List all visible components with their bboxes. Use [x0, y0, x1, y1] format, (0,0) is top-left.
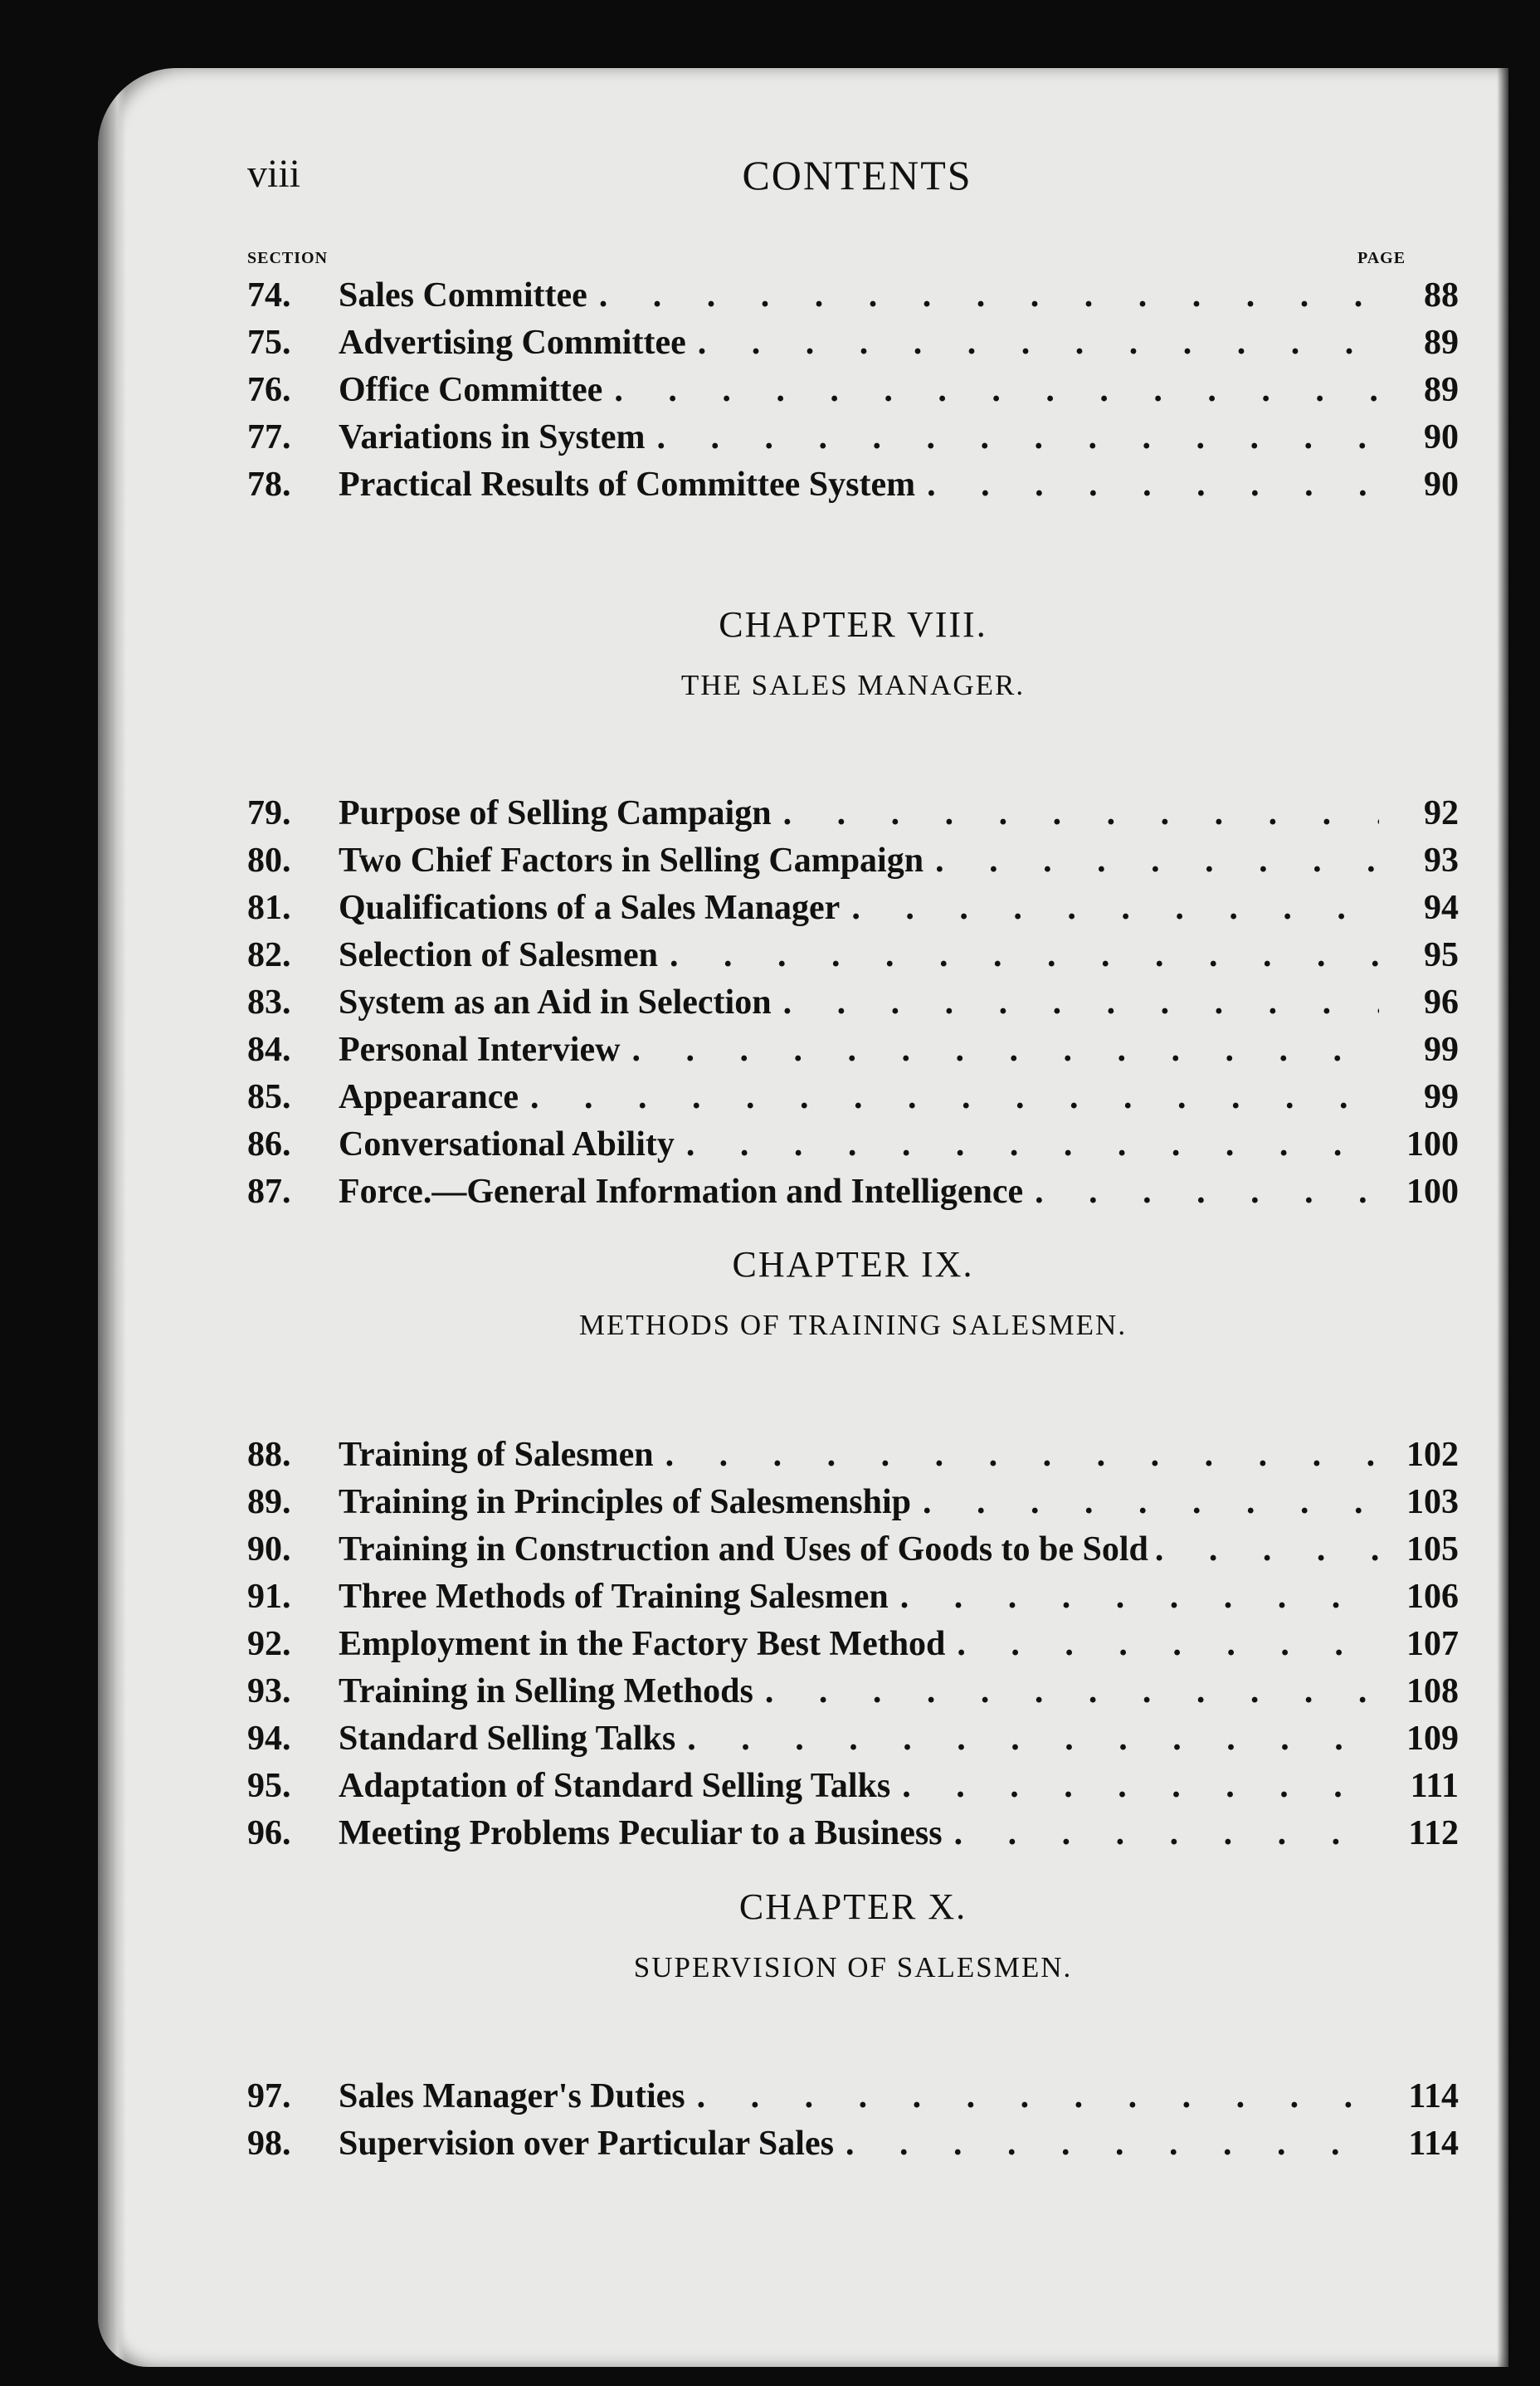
toc-list-continued — [247, 276, 1459, 512]
section-number: 77. — [247, 418, 291, 456]
page-ref: 90 — [1424, 418, 1459, 456]
toc-entry — [247, 935, 1459, 983]
chapter-heading — [247, 603, 1459, 702]
page-ref: 109 — [1406, 1720, 1459, 1758]
section-number: 84. — [247, 1031, 291, 1069]
toc-entry — [247, 1435, 1459, 1482]
chapter-heading — [247, 1886, 1459, 1984]
chapter-subtitle: THE SALES MANAGER. — [680, 669, 1026, 701]
toc-entry — [247, 2076, 1459, 2124]
section-number: 97. — [247, 2077, 291, 2115]
toc-entry — [247, 323, 1459, 370]
dot-leader — [670, 935, 1379, 975]
toc-entry — [247, 793, 1459, 841]
section-number: 80. — [247, 842, 291, 880]
toc-entry — [247, 1030, 1459, 1077]
toc-entry — [247, 417, 1459, 465]
section-title: Two Chief Factors in Selling Campaign — [339, 842, 924, 880]
toc-entry — [247, 1077, 1459, 1125]
dot-leader — [686, 1125, 1379, 1164]
section-number: 89. — [247, 1483, 291, 1521]
section-number: 87. — [247, 1173, 291, 1211]
section-number: 75. — [247, 324, 291, 362]
section-number: 93. — [247, 1672, 291, 1710]
section-number: 81. — [247, 889, 291, 927]
dot-leader — [687, 1719, 1379, 1759]
dot-leader — [530, 1077, 1379, 1117]
section-number: 88. — [247, 1436, 291, 1474]
toc-entry — [247, 1172, 1459, 1219]
section-number: 74. — [247, 276, 291, 315]
section-title: Sales Committee — [339, 276, 587, 315]
section-title: Purpose of Selling Campaign — [339, 794, 772, 832]
toc-list-chapter-8 — [247, 793, 1459, 1219]
section-title: Adaptation of Standard Selling Talks — [339, 1767, 891, 1805]
toc-entry — [247, 370, 1459, 417]
section-number: 82. — [247, 936, 291, 974]
section-number: 92. — [247, 1625, 291, 1663]
page-ref: 88 — [1424, 276, 1459, 315]
page-ref: 96 — [1424, 983, 1459, 1022]
section-title: Force.—General Information and Intelligence — [339, 1173, 1024, 1211]
toc-entry — [247, 841, 1459, 888]
section-number: 98. — [247, 2125, 291, 2163]
page-ref: 99 — [1424, 1031, 1459, 1069]
page-ref: 114 — [1408, 2125, 1459, 2163]
section-title: System as an Aid in Selection — [339, 983, 772, 1022]
section-number: 76. — [247, 371, 291, 409]
toc-entry — [247, 1766, 1459, 1813]
section-title: Training of Salesmen — [339, 1436, 654, 1474]
toc-entry — [247, 1813, 1459, 1861]
section-number: 95. — [247, 1767, 291, 1805]
section-title: Variations in System — [339, 418, 646, 456]
dot-leader — [657, 417, 1380, 457]
page-ref: 108 — [1406, 1672, 1459, 1710]
dot-leader — [923, 1482, 1379, 1522]
toc-entry — [247, 983, 1459, 1030]
toc-entry — [247, 1125, 1459, 1172]
dot-leader — [851, 888, 1379, 928]
dot-leader — [697, 2076, 1379, 2116]
page-ref: 90 — [1424, 466, 1459, 504]
page-column-label: PAGE — [1357, 249, 1406, 267]
page-ref: 95 — [1424, 936, 1459, 974]
chapter-subtitle: SUPERVISION OF SALESMEN. — [633, 1951, 1073, 1983]
dot-leader — [614, 370, 1379, 410]
section-number: 96. — [247, 1814, 291, 1852]
page-ref: 89 — [1424, 324, 1459, 362]
dot-leader — [954, 1813, 1379, 1853]
page-ref: 112 — [1408, 1814, 1459, 1852]
section-column-label: SECTION — [247, 249, 329, 267]
dot-leader — [957, 1624, 1379, 1664]
dot-leader — [927, 465, 1379, 505]
toc-entry — [247, 465, 1459, 512]
dot-leader — [846, 2124, 1379, 2164]
page-ref: 92 — [1424, 794, 1459, 832]
section-title: Training in Principles of Salesmenship — [339, 1483, 911, 1521]
page-ref: 93 — [1424, 842, 1459, 880]
dot-leader — [765, 1671, 1379, 1711]
section-number: 90. — [247, 1530, 291, 1569]
dot-leader — [599, 276, 1379, 315]
dot-leader — [1035, 1172, 1379, 1212]
section-title: Practical Results of Committee System — [339, 466, 916, 504]
section-title: Training in Construction and Uses of Goods to be Sold — [339, 1530, 1148, 1569]
dot-leader — [902, 1766, 1379, 1806]
toc-entry — [247, 1624, 1459, 1671]
toc-entry — [247, 2124, 1459, 2171]
chapter-subtitle: METHODS OF TRAINING SALESMEN. — [578, 1309, 1128, 1341]
dot-leader — [631, 1030, 1379, 1070]
dot-leader — [900, 1577, 1379, 1617]
section-title: Personal Interview — [339, 1031, 621, 1069]
section-title: Office Committee — [339, 371, 603, 409]
dot-leader — [698, 323, 1379, 363]
toc-entry — [247, 1719, 1459, 1766]
chapter-heading — [247, 1243, 1459, 1342]
chapter-title: CHAPTER IX. — [732, 1244, 974, 1285]
page-header — [247, 151, 1467, 217]
section-title: Sales Manager's Duties — [339, 2077, 685, 2115]
section-number: 79. — [247, 794, 291, 832]
section-title: Qualifications of a Sales Manager — [339, 889, 841, 927]
chapter-title: CHAPTER X. — [738, 1886, 967, 1927]
section-title: Appearance — [339, 1078, 519, 1116]
page-ref: 89 — [1424, 371, 1459, 409]
section-title: Advertising Committee — [339, 324, 686, 362]
toc-entry — [247, 1482, 1459, 1530]
toc-entry — [247, 1671, 1459, 1719]
book-page — [98, 68, 1508, 2367]
section-title: Supervision over Particular Sales — [339, 2125, 834, 2163]
toc-list-chapter-9 — [247, 1435, 1459, 1861]
toc-list-chapter-10 — [247, 2076, 1459, 2171]
section-title: Conversational Ability — [339, 1125, 675, 1164]
section-number: 85. — [247, 1078, 291, 1116]
section-title: Selection of Salesmen — [339, 936, 658, 974]
page-ref: 100 — [1406, 1173, 1459, 1211]
section-title: Standard Selling Talks — [339, 1720, 676, 1758]
toc-entry — [247, 888, 1459, 935]
dot-leader — [935, 841, 1379, 881]
page-ref: 111 — [1410, 1767, 1459, 1805]
toc-entry — [247, 1530, 1459, 1577]
dot-leader — [665, 1435, 1379, 1475]
section-title: Three Methods of Training Salesmen — [339, 1578, 889, 1616]
section-title: Training in Selling Methods — [339, 1672, 753, 1710]
section-number: 83. — [247, 983, 291, 1022]
section-title: Meeting Problems Peculiar to a Business — [339, 1814, 943, 1852]
toc-entry — [247, 1577, 1459, 1624]
section-number: 86. — [247, 1125, 291, 1164]
toc-entry — [247, 276, 1459, 323]
page-ref: 114 — [1408, 2077, 1459, 2115]
dot-leader — [783, 793, 1379, 833]
section-number: 78. — [247, 466, 291, 504]
dot-leader — [783, 983, 1379, 1022]
chapter-title: CHAPTER VIII. — [719, 604, 987, 645]
page-number: viii — [247, 152, 301, 196]
page-ref: 105 — [1406, 1530, 1459, 1569]
dot-leader — [1155, 1530, 1387, 1569]
page-ref: 107 — [1406, 1625, 1459, 1663]
page-ref: 102 — [1406, 1436, 1459, 1474]
page-ref: 99 — [1424, 1078, 1459, 1116]
page-ref: 100 — [1406, 1125, 1459, 1164]
page-ref: 106 — [1406, 1578, 1459, 1616]
section-number: 91. — [247, 1578, 291, 1616]
page-ref: 103 — [1406, 1483, 1459, 1521]
page-ref: 94 — [1424, 889, 1459, 927]
section-title: Employment in the Factory Best Method — [339, 1625, 946, 1663]
page-title: CONTENTS — [742, 152, 972, 198]
section-number: 94. — [247, 1720, 291, 1758]
